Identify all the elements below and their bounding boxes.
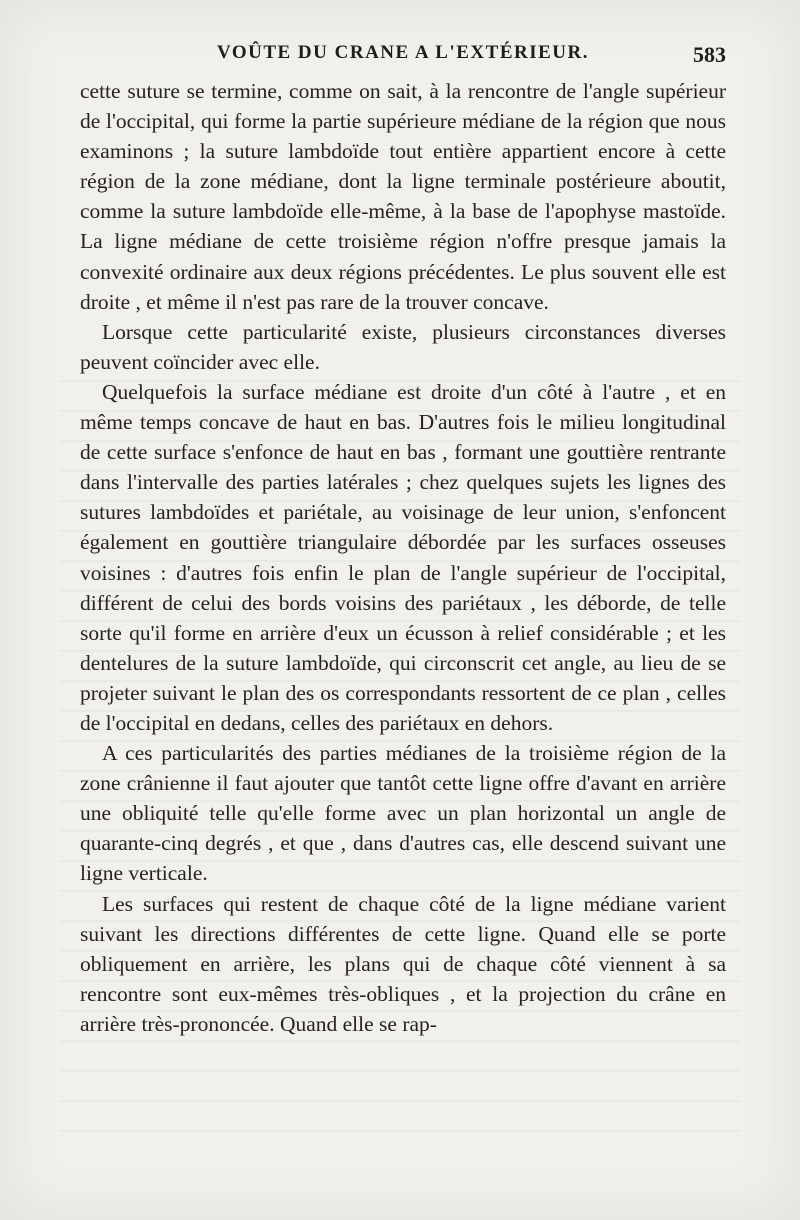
paragraph: Les surfaces qui restent de chaque côté de la ligne médiane varient suivant les directions différentes de cette ligne. Quand elle se porte obliquement en arrière, les plans qui de chaque côté viennent à sa rencontre sont eux-mêmes très-obliques , et la projection du crâne en arrière très-prononcée. Quand elle se rap- bbox=[80, 891, 726, 1036]
running-title: VOÛTE DU CRANE A L'EXTÉRIEUR. bbox=[217, 42, 589, 63]
paragraph: Quelquefois la surface médiane est droite d'un côté à l'autre , et en même temps concave de haut en bas. D'autres fois le milieu longitudinal de cette surface s'enfonce de haut en bas , formant une gouttière rentrante dans l'intervalle des parties latérales ; chez quelques sujets les lignes des sutures lambdoïdes et pariétale, au voisinage de leur union, s'enfoncent également en gouttière triangulaire débordée par les surfaces osseuses voisines : d'autres fois enfin le plan de l'angle supérieur de l'occipital, différent de celui des bords voisins des pariétaux , les déborde, de telle sorte qu'il forme en arrière d'eux un écusson à relief considérable ; et les dentelures de la suture lambdoïde, qui circonscrit cet angle, au lieu de se projeter suivant le plan des os correspondants ressortent de ce plan , celles de l'occipital en dedans, celles des pariétaux en dehors. bbox=[80, 379, 726, 735]
paragraph: A ces particularités des parties médianes de la troisième région de la zone crânienne il faut ajouter que tantôt cette ligne offre d'avant en arrière une obliquité telle qu'elle forme avec un plan horizontal un angle de quarante-cinq degrés , et que , dans d'autres cas, elle descend suivant une ligne verticale. bbox=[80, 741, 726, 886]
page-number: 583 bbox=[693, 42, 726, 67]
body-text bbox=[80, 76, 726, 1039]
paragraph: Lorsque cette particularité existe, plusieurs circonstances diverses peuvent coïncider avec elle. bbox=[80, 319, 726, 374]
paragraph-continued: cette suture se termine, comme on sait, à la rencontre de l'angle supérieur de l'occipital, qui forme la partie supérieure médiane de la région que nous examinons ; la suture lambdoïde tout entière appartient encore à cette région de la zone médiane, dont la ligne terminale postérieure aboutit, comme la suture lambdoïde elle-même, à la base de l'apophyse mastoïde. La ligne médiane de cette troisième région n'offre presque jamais la convexité ordinaire aux deux régions précédentes. Le plus souvent elle est droite , et même il n'est pas rare de la trouver concave. bbox=[80, 79, 726, 314]
